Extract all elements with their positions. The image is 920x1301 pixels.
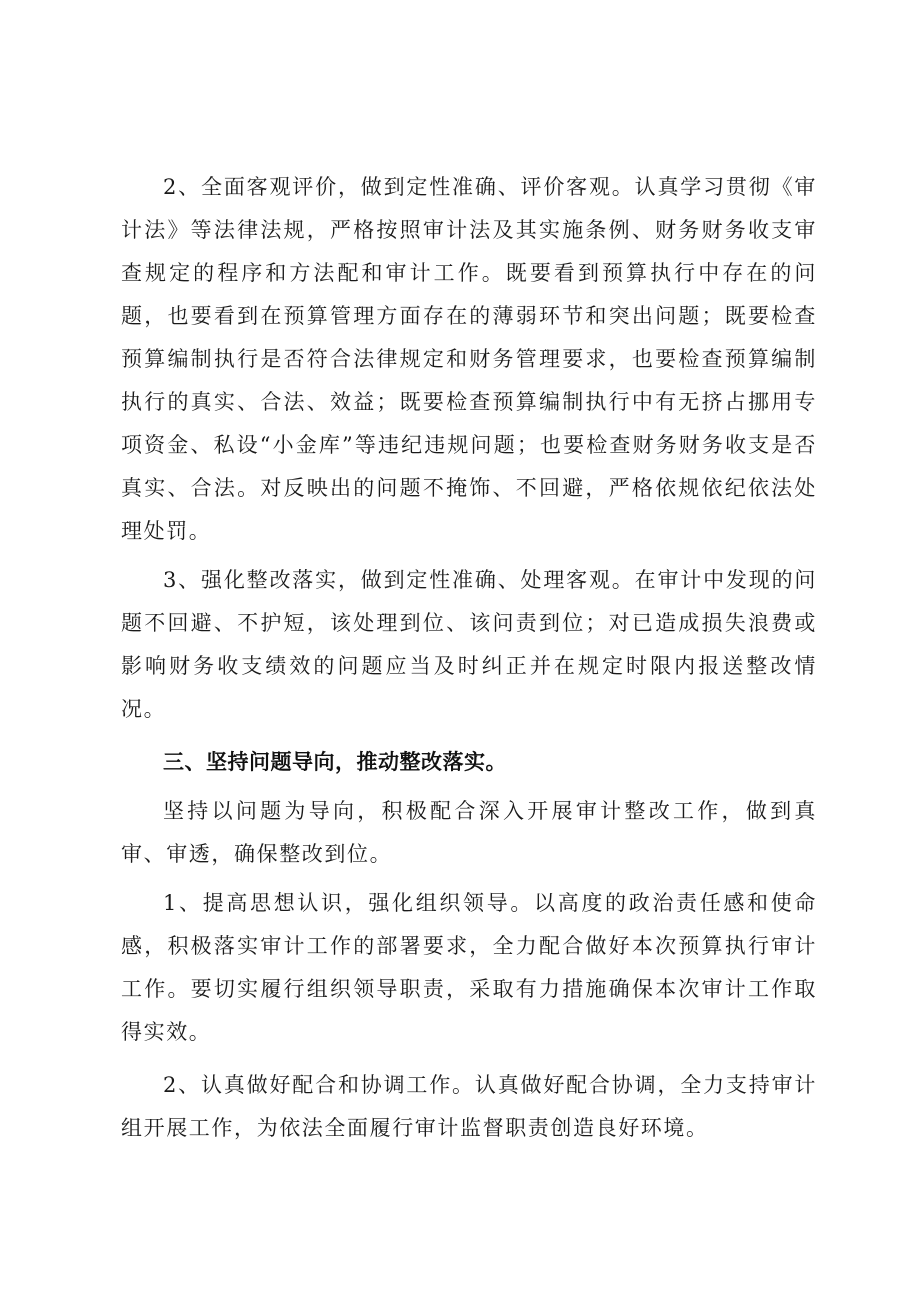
paragraph-leadership: 1、提高思想认识，强化组织领导。以高度的政治责任感和使命感，积极落实审计工作的部署要求，全力配合做好本次预算执行审计工作。要切实履行组织领导职责，采取有力措施确保本次审计工作取得实效。	[121, 891, 817, 1044]
paragraph-coordination: 2、认真做好配合和协调工作。认真做好配合协调，全力支持审计组开展工作，为依法全面履行审计监督职责创造良好环境。	[121, 1073, 817, 1140]
document-body	[121, 166, 817, 1150]
paragraph-problem-oriented: 坚持以问题为导向，积极配合深入开展审计整改工作，做到真审、审透，确保整改到位。	[121, 799, 817, 866]
paragraph-rectification: 3、强化整改落实，做到定性准确、处理客观。在审计中发现的问题不回避、不护短，该处理到位、该问责到位；对已造成损失浪费或影响财务收支绩效的问题应当及时纠正并在规定时限内报送整改情况。	[121, 568, 817, 721]
paragraph-evaluation: 2、全面客观评价，做到定性准确、评价客观。认真学习贯彻《审计法》等法律法规，严格按照审计法及其实施条例、财务财务收支审查规定的程序和方法配和审计工作。既要看到预算执行中存在的问题，也要看到在预算管理方面存在的薄弱环节和突出问题；既要检查预算编制执行是否符合法律规定和财务管理要求，也要检查预算编制执行的真实、合法、效益；既要检查预算编制执行中有无挤占挪用专项资金、私设“小金库”等违纪违规问题；也要检查财务财务收支是否真实、合法。对反映出的问题不掩饰、不回避，严格依规依纪依法处理处罚。	[121, 175, 817, 543]
section-heading: 三、坚持问题导向，推动整改落实。	[163, 750, 507, 774]
